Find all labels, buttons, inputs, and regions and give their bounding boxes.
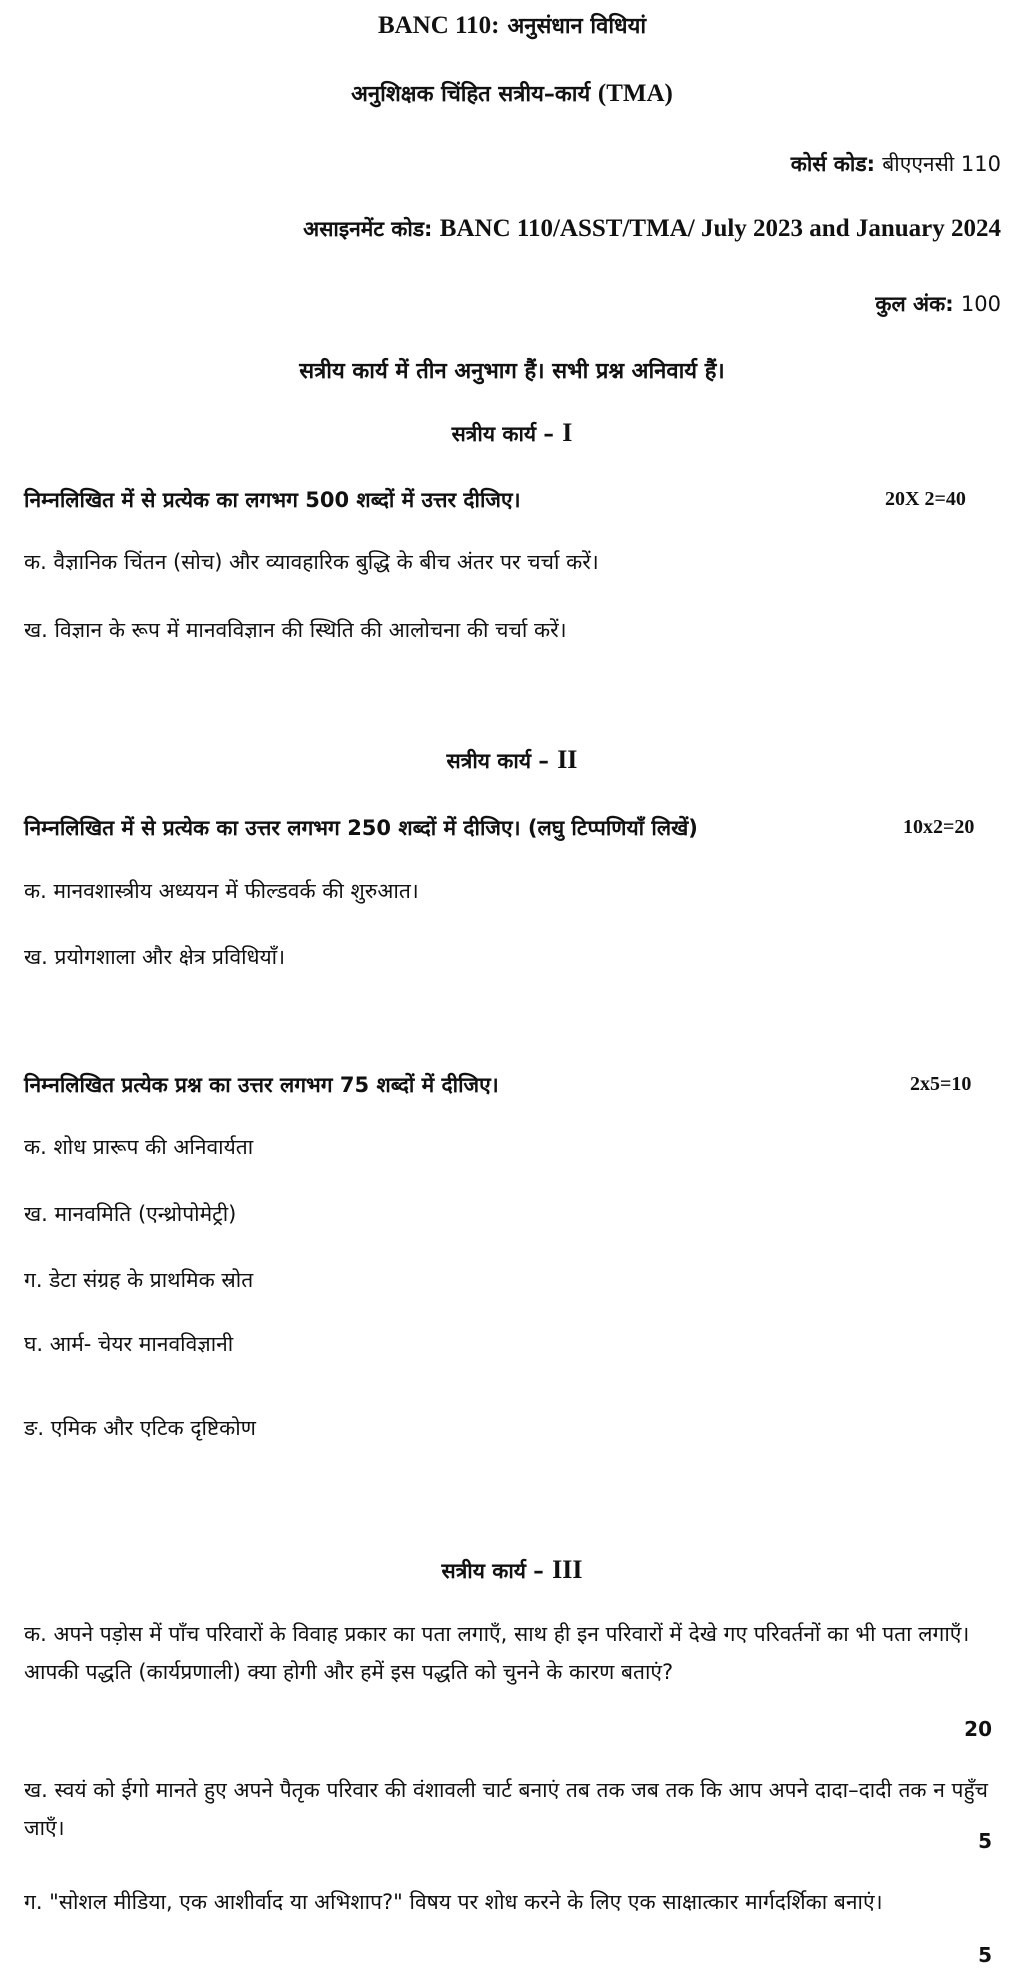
- section-2-heading: [0, 745, 1024, 775]
- section-2-instruction: निम्नलिखित में से प्रत्येक का उत्तर लगभग 250 शब्दों में दीजिए। (लघु टिप्पणियाँ लिखें): [24, 816, 698, 840]
- section-2-short-question-kha: ख. मानवमिति (एन्थ्रोपोमेट्री): [24, 1202, 237, 1226]
- section-3-question-ka: क. अपने पड़ोस में पाँच परिवारों के विवाह प्रकार का पता लगाएँ, साथ ही इन परिवारों में देखे गए परिवर्तनों का भी पता लगाएँ। आपकी पद्धति (कार्यप्रणाली) क्या होगी और हमें इस पद्धति को चुनने के कारण बताएं?: [24, 1622, 970, 1684]
- section-2-marks-short: 2x5=10: [910, 1073, 972, 1095]
- section-3-question-kha: ख. स्वयं को ईगो मानते हुए अपने पैतृक परिवार की वंशावली चार्ट बनाएं तब तक जब तक कि आप अपने दादा–दादी तक न पहुँच जाएँ।: [24, 1778, 988, 1840]
- section-2-short-question-ka: क. शोध प्रारूप की अनिवार्यता: [24, 1135, 254, 1159]
- section-1-marks: 20X 2=40: [885, 488, 966, 510]
- section-2-short-question-ga: ग. डेटा संग्रह के प्राथमिक स्रोत: [24, 1268, 254, 1292]
- section-3-question-kha-marks: 5: [978, 1829, 992, 1853]
- subtitle-text: अनुशिक्षक चिंहित सत्रीय–कार्य: [351, 82, 591, 107]
- section-1-question-kha: ख. विज्ञान के रूप में मानवविज्ञान की स्थिति की आलोचना की चर्चा करें।: [24, 618, 567, 642]
- subtitle-abbr: (TMA): [597, 80, 673, 107]
- title-code: BANC 110:: [377, 12, 500, 39]
- section-2-instruction-short: निम्नलिखित प्रत्येक प्रश्न का उत्तर लगभग 75 शब्दों में दीजिए।: [24, 1073, 499, 1097]
- total-marks-label: कुल अंक:: [875, 292, 954, 316]
- course-code-value: बीएएनसी 110: [882, 152, 1001, 176]
- section-1-heading-num: I: [562, 418, 573, 447]
- section-2-heading-text: सत्रीय कार्य –: [446, 749, 549, 773]
- section-3-heading: [0, 1555, 1024, 1585]
- section-1-instruction: निम्नलिखित में से प्रत्येक का लगभग 500 शब्दों में उत्तर दीजिए।: [24, 488, 521, 512]
- total-marks: [875, 290, 1001, 318]
- course-code: [791, 150, 1001, 178]
- section-2-short-question-nga: ङ. एमिक और एटिक दृष्टिकोण: [24, 1416, 256, 1440]
- section-2-question-kha: ख. प्रयोगशाला और क्षेत्र प्रविधियाँ।: [24, 945, 286, 969]
- section-3-heading-text: सत्रीय कार्य –: [441, 1559, 544, 1583]
- section-3-question-ga-marks: 5: [978, 1943, 992, 1967]
- course-code-label: कोर्स कोड:: [790, 152, 875, 176]
- document-subtitle: [0, 78, 1024, 108]
- section-1-heading-text: सत्रीय कार्य –: [451, 422, 554, 446]
- section-3-question-ga: ग. "सोशल मीडिया, एक आशीर्वाद या अभिशाप?" विषय पर शोध करने के लिए एक साक्षात्कार मार्गदर्शिका बनाएं।: [24, 1890, 883, 1914]
- section-3-heading-num: III: [552, 1555, 583, 1584]
- intro-text: सत्रीय कार्य में तीन अनुभाग हैं। सभी प्रश्न अनिवार्य हैं।: [299, 359, 725, 384]
- assignment-code-label: असाइनमेंट कोड:: [303, 217, 433, 241]
- assignment-code: [303, 215, 1001, 243]
- section-3-question-ka-marks: 20: [964, 1717, 992, 1741]
- section-2-short-question-gha: घ. आर्म- चेयर मानवविज्ञानी: [24, 1332, 234, 1356]
- section-2-heading-num: II: [557, 745, 578, 774]
- title-text: अनुसंधान विधियां: [507, 14, 647, 39]
- total-marks-value: 100: [960, 292, 1001, 316]
- section-2-question-ka: क. मानवशास्त्रीय अध्ययन में फील्डवर्क की शुरुआत।: [24, 879, 419, 903]
- document-title: [0, 10, 1024, 40]
- section-1-heading: [0, 418, 1024, 448]
- section-2-marks: 10x2=20: [903, 816, 975, 838]
- section-1-question-ka: क. वैज्ञानिक चिंतन (सोच) और व्यावहारिक बुद्धि के बीच अंतर पर चर्चा करें।: [24, 550, 599, 574]
- assignment-code-value: BANC 110/ASST/TMA/ July 2023 and January 2024: [439, 215, 1001, 242]
